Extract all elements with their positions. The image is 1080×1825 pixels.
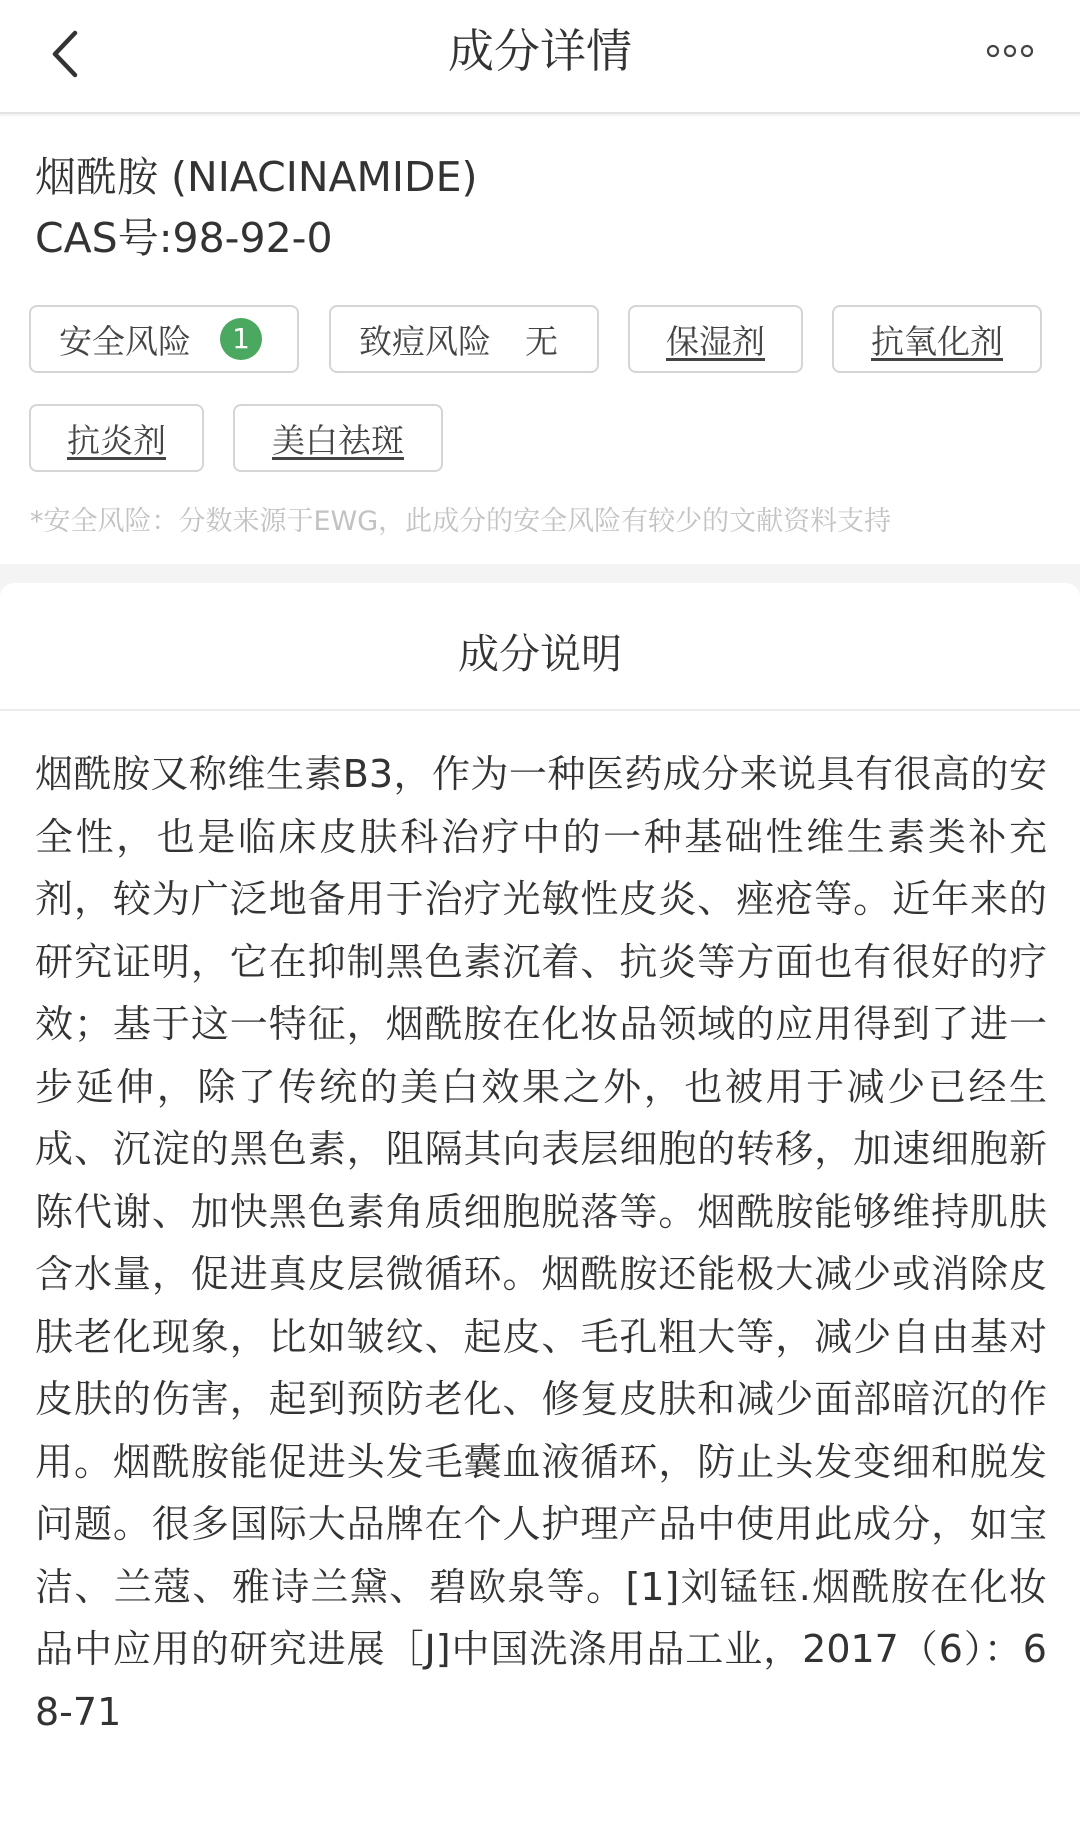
acne-risk-label: 致痘风险 — [359, 321, 491, 361]
safety-score-badge: 1 — [220, 318, 262, 360]
tag-anti-inflammatory[interactable] — [29, 404, 204, 472]
ingredient-name: 烟酰胺 (NIACINAMIDE) — [35, 153, 478, 201]
tag-antioxidant-label: 抗氧化剂 — [871, 321, 1003, 361]
safety-risk-label: 安全风险 — [59, 321, 191, 361]
description-divider — [0, 709, 1080, 711]
acne-risk-value: 无 — [525, 321, 558, 361]
tag-humectant-label: 保湿剂 — [666, 321, 765, 361]
safety-risk-note: *安全风险：分数来源于EWG，此成分的安全风险有较少的文献资料支持 — [30, 506, 892, 537]
page-title: 成分详情 — [448, 24, 632, 78]
tag-whitening[interactable] — [233, 404, 443, 472]
ingredient-cas-number: CAS号:98-92-0 — [35, 214, 333, 262]
description-text: 烟酰胺又称维生素B3，作为一种医药成分来说具有很高的安全性，也是临床皮肤科治疗中的一种基础性维生素类补充剂，较为广泛地备用于治疗光敏性皮炎、痤疮等。近年来的研究证明，它在抑制黑色素沉着、抗炎等方面也有很好的疗效；基于这一特征，烟酰胺在化妆品领域的应用得到了进一步延伸，除了传统的美白效果之外，也被用于减少已经生成、沉淀的黑色素，阻隔其向表层细胞的转移，加速细胞新陈代谢、加快黑色素角质细胞脱落等。烟酰胺能够维持肌肤含水量，促进真皮层微循环。烟酰胺还能极大减少或消除皮肤老化现象，比如皱纹、起皮、毛孔粗大等，减少自由基对皮肤的伤害，起到预防老化、修复皮肤和减少面部暗沉的作用。烟酰胺能促进头发毛囊血液循环，防止头发变细和脱发问题。很多国际大品牌在个人护理产品中使用此成分，如宝洁、兰蔻、雅诗兰黛、碧欧泉等。[1]刘锰钰.烟酰胺在化妆品中应用的研究进展［J]中国洗涤用品工业，2017（6）：68-71 — [35, 752, 1047, 1734]
description-card — [0, 583, 1080, 1825]
tag-anti-inflammatory-label: 抗炎剂 — [67, 420, 166, 460]
tag-antioxidant[interactable] — [832, 305, 1042, 373]
acne-risk-tag[interactable] — [329, 305, 599, 373]
ingredient-info-section — [0, 116, 1080, 564]
more-button[interactable] — [978, 30, 1042, 72]
tag-humectant[interactable] — [628, 305, 803, 373]
tag-whitening-label: 美白祛斑 — [272, 420, 404, 460]
more-dots-icon — [986, 43, 1034, 59]
description-title: 成分说明 — [458, 630, 622, 678]
nav-bar — [0, 0, 1080, 114]
safety-risk-tag[interactable] — [29, 305, 299, 373]
